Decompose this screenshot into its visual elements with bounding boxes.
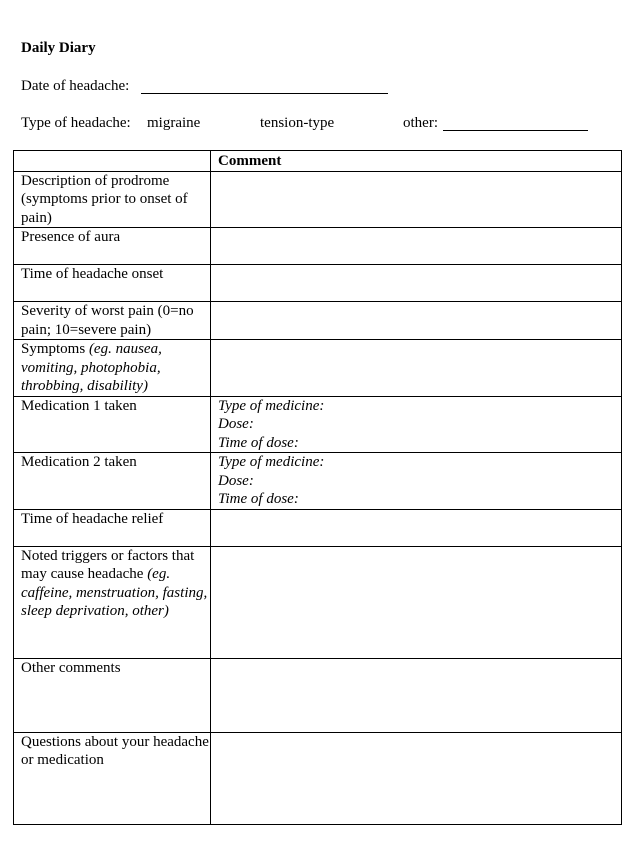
- table-row: [14, 340, 622, 397]
- comment-cell[interactable]: [211, 340, 622, 397]
- header-comment: Comment: [211, 151, 622, 172]
- row-label: Medication 2 taken: [14, 453, 211, 510]
- table-row: [14, 302, 622, 340]
- comment-cell[interactable]: [211, 658, 622, 732]
- comment-cell[interactable]: [211, 396, 622, 453]
- dose-prompt: Dose:: [218, 416, 254, 432]
- row-note: (eg. caffeine, menstruation, fasting, sleep deprivation, other): [21, 566, 208, 619]
- row-label: Presence of aura: [14, 228, 211, 265]
- option-migraine[interactable]: migraine: [147, 115, 201, 131]
- comment-cell[interactable]: [211, 171, 622, 228]
- row-label: Questions about your headache or medication: [14, 732, 211, 824]
- row-label: Symptoms: [21, 341, 86, 357]
- table-row: [14, 732, 622, 824]
- date-field-line[interactable]: [141, 93, 388, 94]
- date-label: Date of headache:: [21, 78, 130, 94]
- row-label: Description of prodrome (symptoms prior to onset of pain): [14, 171, 211, 228]
- comment-cell[interactable]: [211, 302, 622, 340]
- comment-cell[interactable]: [211, 265, 622, 302]
- comment-cell[interactable]: [211, 546, 622, 658]
- dose-prompt: Dose:: [218, 472, 254, 489]
- option-other: other:: [403, 115, 438, 131]
- comment-cell[interactable]: [211, 732, 622, 824]
- time-of-dose-prompt: Time of dose:: [218, 434, 299, 451]
- table-row: [14, 396, 622, 453]
- comment-cell[interactable]: [211, 228, 622, 265]
- table-row: [14, 509, 622, 546]
- table-row: [14, 228, 622, 265]
- table-row: [14, 265, 622, 302]
- row-note: (eg. nausea, vomiting, photophobia, throbbing, disability): [21, 341, 162, 394]
- type-label: Type of headache:: [21, 115, 131, 131]
- option-tension-type[interactable]: tension-type: [260, 115, 335, 131]
- row-label: Other comments: [14, 658, 211, 732]
- row-label-cell: [14, 340, 211, 397]
- row-label: Noted triggers or factors that may cause headache: [21, 547, 195, 582]
- row-label-cell: [14, 546, 211, 658]
- comment-cell[interactable]: [211, 509, 622, 546]
- row-label: Severity of worst pain (0=no pain; 10=severe pain): [14, 302, 211, 340]
- table-row: [14, 658, 622, 732]
- row-label: Time of headache relief: [14, 509, 211, 546]
- other-field-line[interactable]: [443, 130, 588, 131]
- type-of-medicine-prompt: Type of medicine:: [218, 397, 325, 414]
- time-of-dose-prompt: Time of dose:: [218, 491, 299, 507]
- diary-table: [13, 150, 622, 825]
- table-row: [14, 453, 622, 510]
- row-label: Medication 1 taken: [14, 396, 211, 453]
- diary-title: Daily Diary: [21, 40, 96, 56]
- table-row: [14, 546, 622, 658]
- row-label: Time of headache onset: [14, 265, 211, 302]
- table-header-row: [14, 151, 622, 172]
- comment-cell[interactable]: [211, 453, 622, 510]
- type-of-medicine-prompt: Type of medicine:: [218, 454, 325, 470]
- header-empty-cell: [14, 151, 211, 172]
- table-row: [14, 171, 622, 228]
